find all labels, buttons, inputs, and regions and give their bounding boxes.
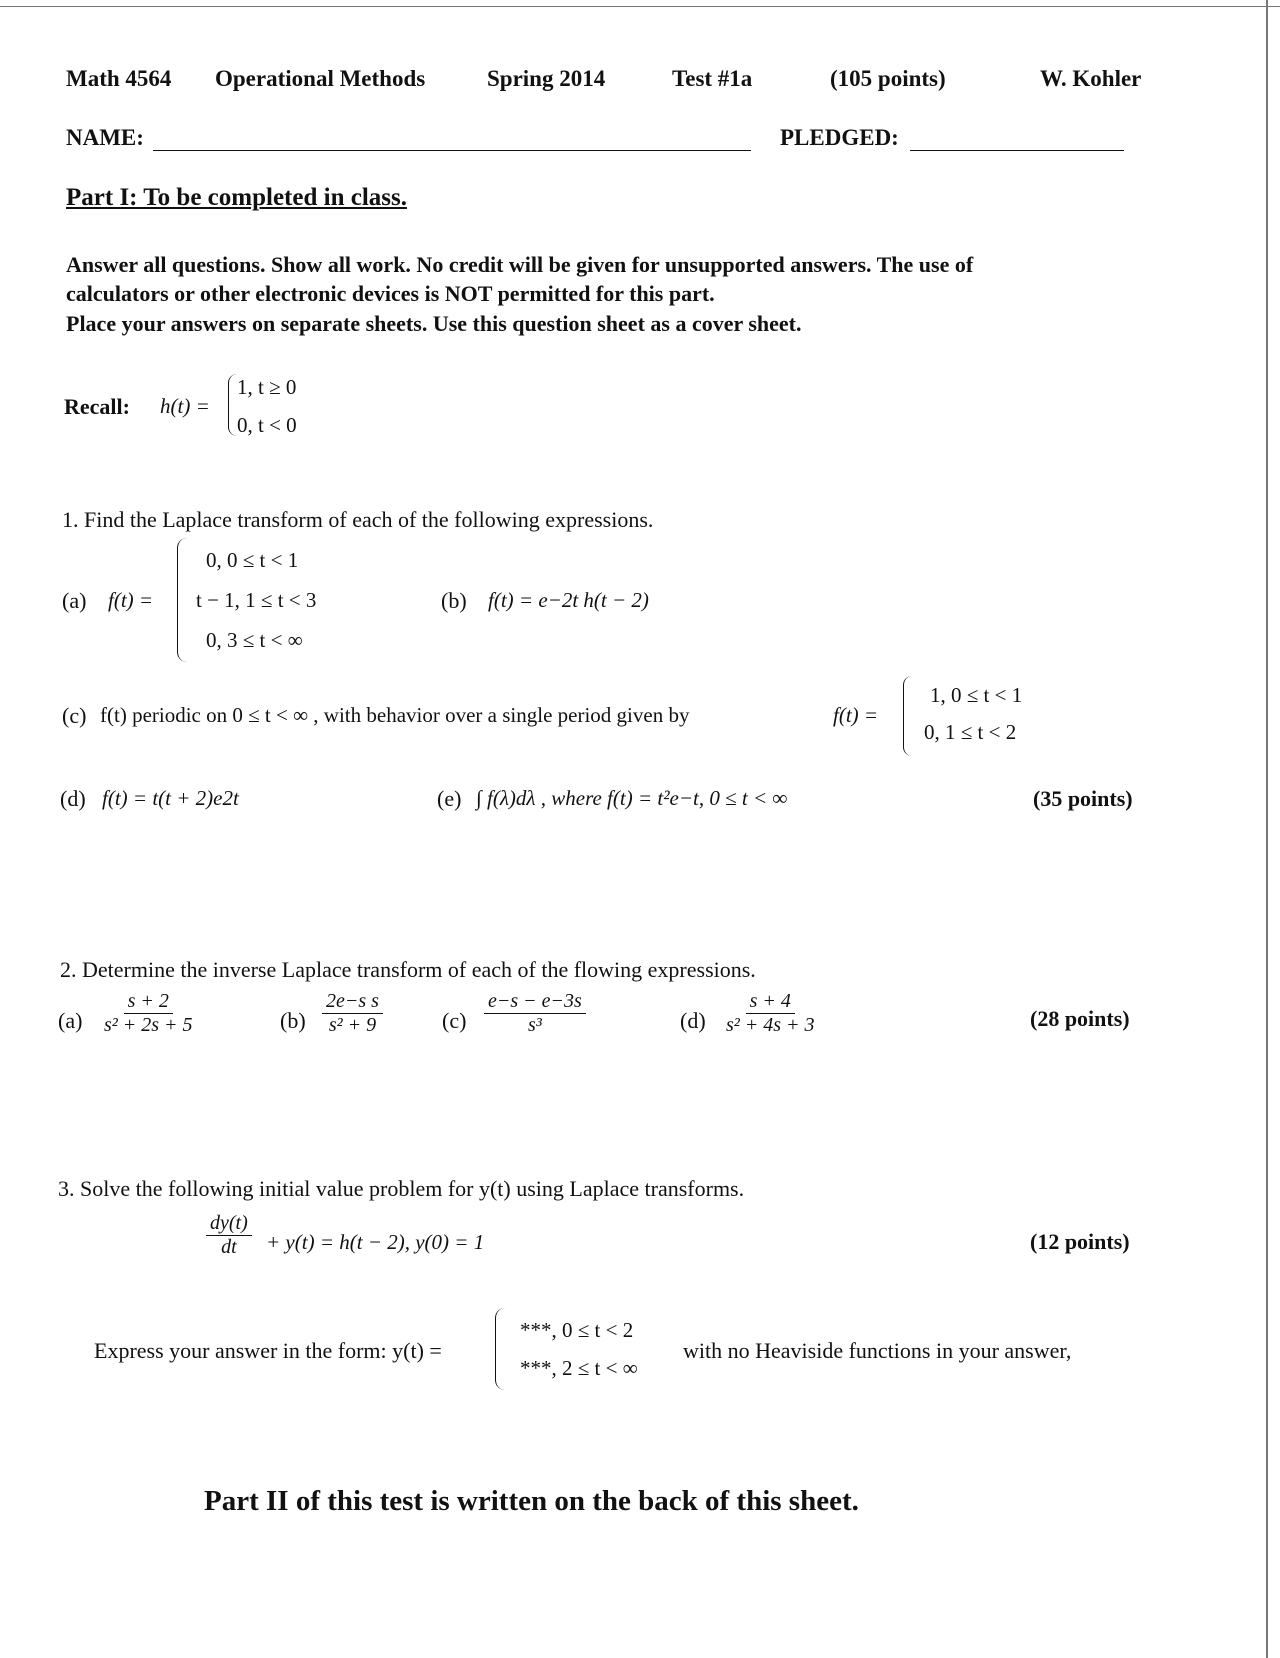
q2a-fraction — [100, 990, 197, 1037]
q2b-numerator: 2e−s s — [322, 990, 383, 1014]
q1a-label: (a) — [62, 588, 87, 613]
q2c-denominator: s³ — [528, 1014, 542, 1036]
q3-form-case: ***, 0 ≤ t < 2 — [520, 1318, 634, 1342]
q2b-label: (b) — [280, 1008, 306, 1033]
q1c-brace — [903, 676, 912, 756]
test-id: Test #1a — [672, 66, 753, 91]
recall-label: Recall: — [64, 394, 130, 419]
part2-note: Part II of this test is written on the back of this sheet. — [204, 1485, 859, 1517]
q1c-case: 1, 0 ≤ t < 1 — [930, 683, 1023, 707]
q2c-label: (c) — [442, 1008, 467, 1033]
recall-lhs: h(t) = — [160, 394, 210, 418]
q3-ode-denominator: dt — [221, 1236, 237, 1258]
q3-prompt: 3. Solve the following initial value problem for y(t) using Laplace transforms. — [58, 1176, 745, 1201]
name-line[interactable] — [153, 150, 751, 151]
q1-points: (35 points) — [1033, 786, 1133, 811]
name-label: NAME: — [66, 125, 144, 150]
q2b-denominator: s² + 9 — [328, 1014, 377, 1036]
instruction-line: Place your answers on separate sheets. Use this question sheet as a cover sheet. — [66, 311, 802, 336]
instruction-line: Answer all questions. Show all work. No credit will be given for unsupported answers. The use of — [66, 252, 974, 277]
q2-points: (28 points) — [1030, 1006, 1130, 1031]
q3-points: (12 points) — [1030, 1229, 1130, 1254]
q3-ode-fraction — [206, 1212, 252, 1259]
q1c-case: 0, 1 ≤ t < 2 — [924, 720, 1017, 744]
course-number: Math 4564 — [66, 66, 172, 91]
course-title: Operational Methods — [215, 66, 426, 91]
instructor: W. Kohler — [1040, 66, 1142, 91]
q2b-fraction — [322, 990, 383, 1037]
q1a-brace — [177, 538, 187, 662]
term: Spring 2014 — [487, 66, 606, 91]
recall-case: 0, t < 0 — [237, 413, 297, 437]
instruction-line: calculators or other electronic devices is NOT permitted for this part. — [66, 281, 715, 306]
q2a-denominator: s² + 2s + 5 — [104, 1014, 193, 1036]
q3-form-text: Express your answer in the form: y(t) = — [94, 1338, 442, 1363]
q2d-fraction — [722, 990, 819, 1037]
q3-form-case: ***, 2 ≤ t < ∞ — [520, 1356, 638, 1380]
recall-case: 1, t ≥ 0 — [237, 375, 297, 399]
q2c-fraction — [484, 990, 586, 1037]
q1c-text: f(t) periodic on 0 ≤ t < ∞ , with behavior over a single period given by — [100, 703, 690, 727]
q1c-label: (c) — [62, 703, 87, 728]
q1a-case: 0, 3 ≤ t < ∞ — [206, 628, 303, 652]
q2d-label: (d) — [680, 1008, 706, 1033]
q3-form-brace — [495, 1308, 505, 1390]
scan-edge-top — [0, 6, 1280, 7]
q2a-numerator: s + 2 — [124, 990, 173, 1014]
q1e-expr: ∫ f(λ)dλ , where f(t) = t²e−t, 0 ≤ t < ∞ — [476, 786, 788, 810]
q1-prompt: 1. Find the Laplace transform of each of the following expressions. — [62, 507, 654, 532]
q3-ode-rest: + y(t) = h(t − 2), y(0) = 1 — [266, 1230, 485, 1254]
q2a-label: (a) — [58, 1008, 83, 1033]
q2c-numerator: e−s − e−3s — [484, 990, 586, 1014]
q1b-label: (b) — [441, 588, 467, 613]
q1a-lhs: f(t) = — [108, 588, 154, 612]
total-points: (105 points) — [830, 66, 946, 91]
q1d-expr: f(t) = t(t + 2)e2t — [102, 786, 239, 810]
pledged-label: PLEDGED: — [780, 125, 899, 150]
q1e-label: (e) — [437, 786, 462, 811]
recall-brace — [228, 374, 237, 436]
q1a-case: t − 1, 1 ≤ t < 3 — [196, 588, 317, 612]
part1-heading: Part I: To be completed in class. — [66, 184, 407, 211]
q3-ode-numerator: dy(t) — [206, 1212, 252, 1236]
pledged-line[interactable] — [910, 150, 1124, 151]
q1c-lhs: f(t) = — [833, 703, 879, 727]
q1a-case: 0, 0 ≤ t < 1 — [206, 548, 299, 572]
q1d-label: (d) — [60, 786, 86, 811]
q1b-expr: f(t) = e−2t h(t − 2) — [488, 588, 649, 612]
q2-prompt: 2. Determine the inverse Laplace transform of each of the flowing expressions. — [60, 957, 756, 982]
q2d-denominator: s² + 4s + 3 — [726, 1014, 815, 1036]
q2d-numerator: s + 4 — [746, 990, 795, 1014]
scan-edge-right — [1266, 0, 1268, 1658]
q3-form-tail: with no Heaviside functions in your answer, — [683, 1338, 1072, 1363]
